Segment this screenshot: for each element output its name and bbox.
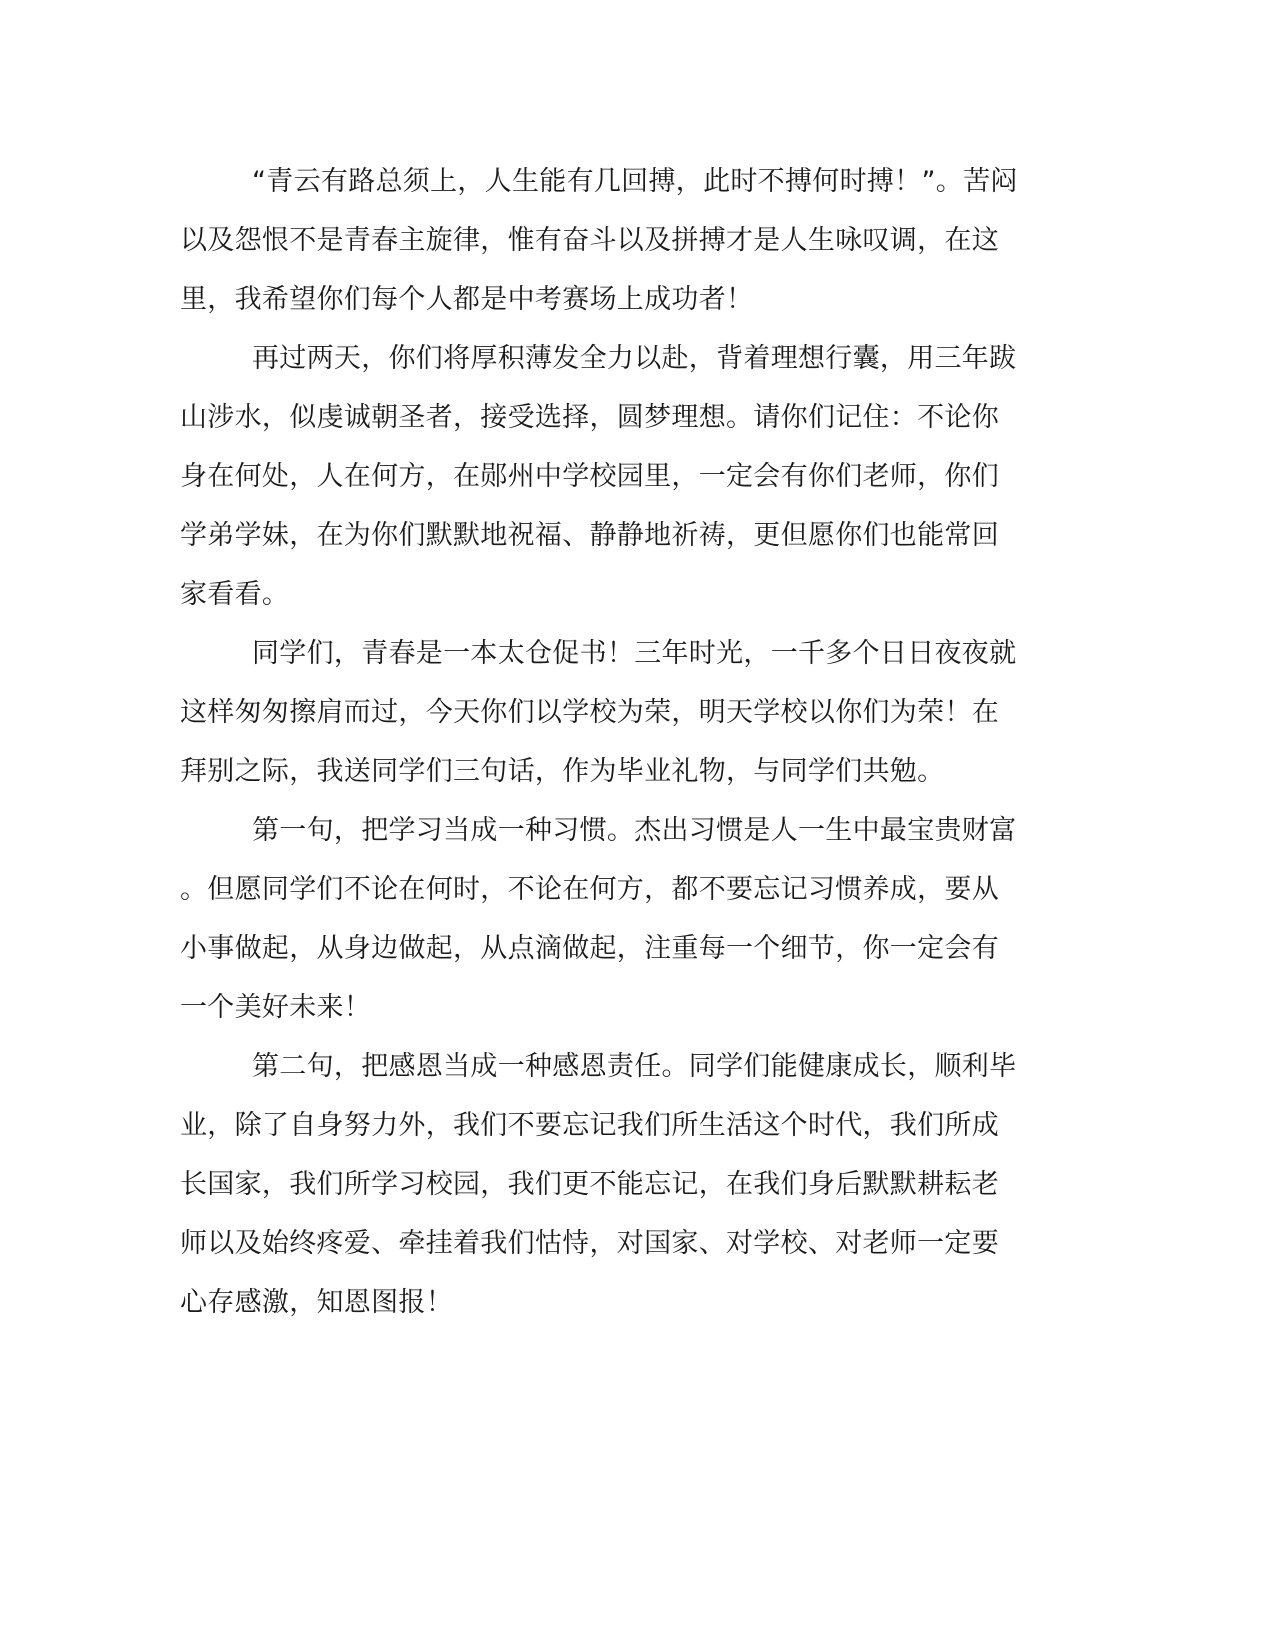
text-line: 一个美好未来！ <box>180 992 372 1023</box>
paragraph-3 <box>180 624 1040 801</box>
text-line: 里，我希望你们每个人都是中考赛场上成功者！ <box>180 284 754 315</box>
text-line: 再过两天，你们将厚积薄发全力以赴，背着理想行囊，用三年跋 <box>252 343 1017 374</box>
text-line: 小事做起，从身边做起，从点滴做起，注重每一个细节，你一定会有 <box>180 933 999 964</box>
text-line: 第一句，把学习当成一种习惯。杰出习惯是人一生中最宝贵财富 <box>252 815 1017 846</box>
paragraph-5 <box>180 1037 1040 1332</box>
text-line: 师以及始终疼爱、牵挂着我们怙恃，对国家、对学校、对老师一定要 <box>180 1228 999 1259</box>
text-line: 身在何处，人在何方，在郧州中学校园里，一定会有你们老师，你们 <box>180 461 999 492</box>
paragraph-4 <box>180 801 1040 1037</box>
paragraph-1 <box>180 152 1040 329</box>
text-line: 业，除了自身努力外，我们不要忘记我们所生活这个时代，我们所成 <box>180 1110 999 1141</box>
text-line: 学弟学妹，在为你们默默地祝福、静静地祈祷，更但愿你们也能常回 <box>180 520 999 551</box>
text-line: 心存感激，知恩图报！ <box>180 1287 453 1318</box>
text-line: 山涉水，似虔诚朝圣者，接受选择，圆梦理想。请你们记住：不论你 <box>180 402 999 433</box>
document-body <box>180 152 1040 1332</box>
text-line: “青云有路总须上，人生能有几回搏，此时不搏何时搏！”。苦闷 <box>252 166 1018 197</box>
text-line: 拜别之际，我送同学们三句话，作为毕业礼物，与同学们共勉。 <box>180 756 945 787</box>
paragraph-2 <box>180 329 1040 624</box>
text-line: 同学们，青春是一本太仓促书！三年时光，一千多个日日夜夜就 <box>252 638 1017 669</box>
text-line: 第二句，把感恩当成一种感恩责任。同学们能健康成长，顺利毕 <box>252 1051 1017 1082</box>
text-line: 以及怨恨不是青春主旋律，惟有奋斗以及拼搏才是人生咏叹调，在这 <box>180 225 999 256</box>
text-line: 长国家，我们所学习校园，我们更不能忘记，在我们身后默默耕耘老 <box>180 1169 999 1200</box>
text-line: 家看看。 <box>180 579 290 610</box>
text-line: 这样匆匆擦肩而过，今天你们以学校为荣，明天学校以你们为荣！在 <box>180 697 999 728</box>
text-line: 。但愿同学们不论在何时，不论在何方，都不要忘记习惯养成，要从 <box>180 874 999 905</box>
